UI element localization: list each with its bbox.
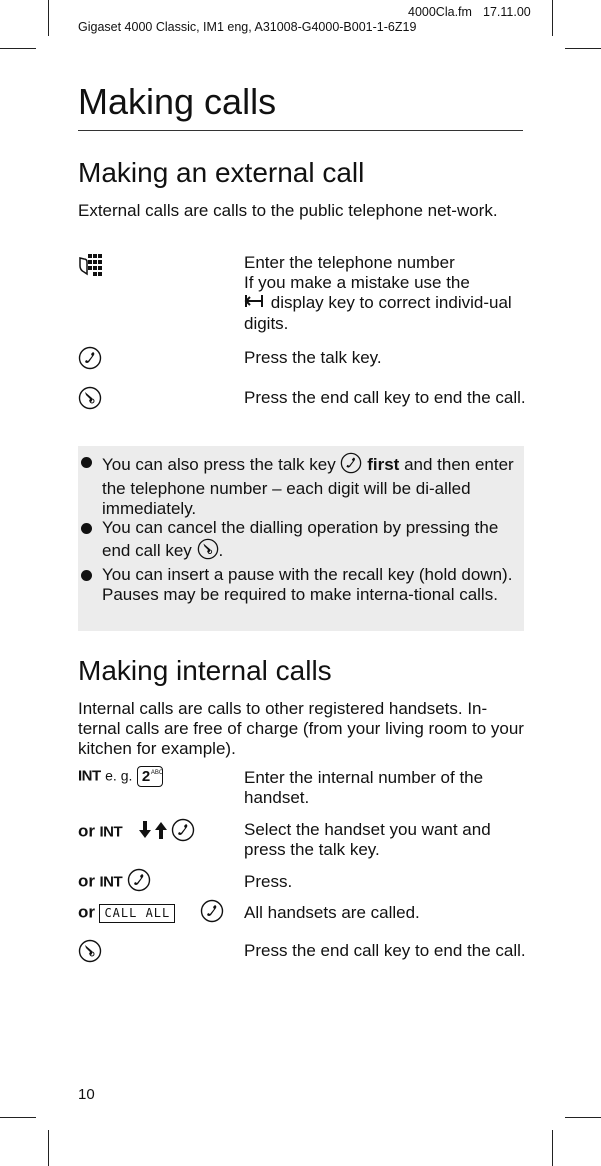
bullet-icon: [81, 523, 92, 534]
page-title: Making calls: [78, 81, 277, 122]
step-internal-number-keys: [78, 766, 163, 787]
step-text-line: If you make a mistake use the: [244, 273, 470, 292]
int-key-label: INT: [99, 823, 123, 841]
step-text-line: display key to correct individ-ual digits.: [244, 293, 512, 334]
step-all-handsets: All handsets are called.: [244, 903, 420, 922]
crop-mark: [0, 1117, 36, 1118]
arrow-up-icon: [155, 821, 167, 844]
crop-mark: [48, 1130, 49, 1166]
crop-mark: [48, 0, 49, 36]
crop-mark: [552, 1130, 553, 1166]
end-call-key-icon: [78, 939, 102, 968]
crop-mark: [0, 48, 36, 49]
talk-key-icon: [171, 818, 195, 847]
page-number: 10: [78, 1086, 95, 1103]
tip-item: You can insert a pause with the recall key (hold down). Pauses may be required to make interna-tional calls.: [102, 565, 522, 605]
step-press: Press.: [244, 872, 293, 891]
bullet-icon: [81, 457, 92, 468]
header-product-line: Gigaset 4000 Classic, IM1 eng, A31008-G4000-B001-1-6Z19: [78, 20, 417, 34]
talk-key-icon: [127, 868, 151, 897]
int-key-label: INT: [78, 767, 101, 785]
step-end-call: Press the end call key to end the call.: [244, 388, 526, 407]
or-label: or: [78, 902, 95, 922]
eg-label: e. g.: [105, 767, 133, 784]
tip-item: You can cancel the dialling operation by pressing the end call key .: [102, 518, 522, 565]
talk-key-icon: [78, 346, 102, 375]
key-2-icon: 2 ABC: [137, 766, 163, 787]
int-key-label: INT: [99, 873, 123, 891]
title-divider: [78, 130, 523, 131]
talk-key-icon: [200, 899, 224, 928]
header-date: 17.11.00: [483, 5, 531, 19]
section-heading-internal: Making internal calls: [78, 655, 332, 686]
talk-key-icon: [340, 452, 362, 479]
step-talk-key: Press the talk key.: [244, 348, 382, 367]
internal-intro: Internal calls are calls to other registered handsets. In-ternal calls are free of charge (from your living room to your kitchen for example).: [78, 699, 524, 758]
step-press-keys: [78, 868, 151, 897]
call-all-display-key: CALL ALL: [99, 904, 175, 923]
tip-item: You can also press the talk key first and then enter the telephone number – each digit will be di-alled immediately.: [102, 452, 522, 519]
step-select-handset-keys: [78, 818, 195, 847]
section-heading-external: Making an external call: [78, 157, 365, 188]
crop-mark: [565, 48, 601, 49]
keypad-icon: [78, 252, 104, 285]
or-label: or: [78, 871, 95, 891]
arrow-down-icon: [139, 821, 151, 844]
crop-mark: [552, 0, 553, 36]
backspace-icon: [244, 293, 266, 314]
or-label: or: [78, 821, 95, 841]
bullet-icon: [81, 570, 92, 581]
step-text-line: Enter the telephone number: [244, 253, 455, 272]
step-call-all-keys: [78, 899, 224, 928]
step-select-handset: Select the handset you want and press the talk key.: [244, 820, 491, 859]
step-end-internal-call: Press the end call key to end the call.: [244, 941, 526, 960]
header-filename: 4000Cla.fm: [408, 5, 472, 19]
end-call-key-icon: [197, 538, 219, 565]
step-enter-number: [244, 253, 526, 334]
external-intro: External calls are calls to the public telephone net-work.: [78, 201, 498, 220]
tips-box: [78, 446, 524, 631]
step-enter-internal-number: Enter the internal number of the handset.: [244, 768, 484, 807]
end-call-key-icon: [78, 386, 102, 415]
crop-mark: [565, 1117, 601, 1118]
